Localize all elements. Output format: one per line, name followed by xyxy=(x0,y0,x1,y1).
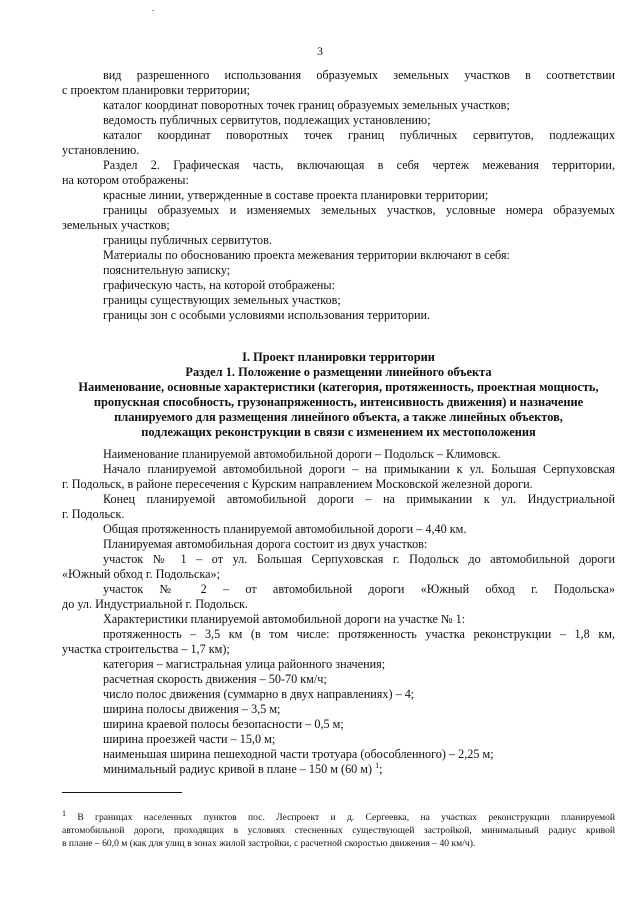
text-line: расчетная скорость движения – 50-70 км/ч; xyxy=(103,672,327,686)
text-line: каталог координат поворотных точек границ публичных сервитутов, подлежащих xyxy=(103,128,615,142)
text-line: участок № 2 – от автомобильной дороги «Южный обход г. Подольска» xyxy=(103,582,615,596)
text-line: с проектом планировки территории; xyxy=(62,83,250,97)
section-heading: планируемого для размещения линейного объекта, а также линейных объектов, xyxy=(114,410,563,424)
footnote-divider xyxy=(62,792,182,793)
text-line: г. Подольск, в районе пересечения с Курским направлением Московской железной дороги. xyxy=(62,477,533,491)
text-line: ширина полосы движения – 3,5 м; xyxy=(103,702,281,716)
text-line: границы публичных сервитутов. xyxy=(103,233,272,247)
text-line: каталог координат поворотных точек границ образуемых земельных участков; xyxy=(103,98,510,112)
text-line: категория – магистральная улица районного значения; xyxy=(103,657,386,671)
text-line: наименьшая ширина пешеходной части тротуара (обособленного) – 2,25 м; xyxy=(103,747,494,761)
text-line: г. Подольск. xyxy=(62,507,125,521)
text-line: ширина краевой полосы безопасности – 0,5 м; xyxy=(103,717,344,731)
text-line: установлению. xyxy=(62,143,140,157)
text-line: минимальный радиус кривой в плане – 150 м (60 м) xyxy=(103,762,373,776)
footnote-reference: 1 xyxy=(375,760,380,770)
section-heading: I. Проект планировки территории xyxy=(242,350,435,364)
page-number: 3 xyxy=(317,44,323,58)
text-line: Планируемая автомобильная дорога состоит из двух участков: xyxy=(103,537,428,551)
footnote-line: автомобильной дороги, проходящих в условиях стесненных существующей застройкой, минимальный радиус кривой xyxy=(62,825,615,836)
text-line: пояснительную записку; xyxy=(103,263,231,277)
text-line: участка строительства – 1,7 км); xyxy=(62,642,230,656)
text-line: Раздел 2. Графическая часть, включающая в себя чертеж межевания территории, xyxy=(103,158,615,172)
text-line: вид разрешенного использования образуемых земельных участков в соответствии xyxy=(103,68,615,82)
text-line: число полос движения (суммарно в двух направлениях) – 4; xyxy=(103,687,415,701)
text-line: ведомость публичных сервитутов, подлежащих установлению; xyxy=(103,113,431,127)
section-heading: Наименование, основные характеристики (категория, протяженность, проектная мощность, xyxy=(78,380,599,394)
section-heading: Раздел 1. Положение о размещении линейного объекта xyxy=(185,365,492,379)
text-line: Наименование планируемой автомобильной дороги – Подольск – Климовск. xyxy=(103,447,501,461)
text-line: красные линии, утвержденные в составе проекта планировки территории; xyxy=(103,188,489,202)
footnote-line xyxy=(62,808,616,824)
text-line: ширина проезжей части – 15,0 м; xyxy=(103,732,276,746)
section-heading: пропускная способность, грузонапряженность, интенсивность движения) и назначение xyxy=(93,395,584,409)
text-line: протяженность – 3,5 км (в том числе: протяженность участка реконструкции – 1,8 км, xyxy=(103,627,615,641)
text-line: границы существующих земельных участков; xyxy=(103,293,341,307)
text-line: Материалы по обоснованию проекта межевания территории включают в себя: xyxy=(103,248,510,262)
text-line: Начало планируемой автомобильной дороги – на примыкании к ул. Большая Серпуховская xyxy=(103,462,615,476)
scan-speck xyxy=(152,10,154,11)
text-line: до ул. Индустриальной г. Подольск. xyxy=(62,597,248,611)
text-line: границы зон с особыми условиями использования территории. xyxy=(103,308,431,322)
text-line: графическую часть, на которой отображены: xyxy=(103,278,335,292)
text-line: Общая протяженность планируемой автомобильной дороги – 4,40 км. xyxy=(103,522,467,536)
footnote-line: в плане – 60,0 м (как для улиц в зонах жилой застройки, с расчетной скоростью движения – 40 км/ч). xyxy=(62,838,476,849)
text-line: земельных участков; xyxy=(62,218,170,232)
text-line: Характеристики планируемой автомобильной дороги на участке № 1: xyxy=(103,612,466,626)
section-heading: подлежащих реконструкции в связи с изменением их местоположения xyxy=(141,425,536,439)
text-line: «Южный обход г. Подольска»; xyxy=(62,567,220,581)
text-line: на котором отображены: xyxy=(62,173,189,187)
footnote-text: В границах населенных пунктов пос. Леспроект и д. Сергеевка, на участках реконструкции планируемой xyxy=(77,812,616,823)
footnote-mark: 1 xyxy=(62,808,66,818)
text-line: участок № 1 – от ул. Большая Серпуховская г. Подольск до автомобильной дороги xyxy=(103,552,615,566)
text-line: Конец планируемой автомобильной дороги – на примыкании к ул. Индустриальной xyxy=(103,492,615,506)
text-line: границы образуемых и изменяемых земельных участков, условные номера образуемых xyxy=(103,203,615,217)
text-line-with-footnote: минимальный радиус кривой в плане – 150 м (60 м) $^1$; xyxy=(103,760,383,776)
